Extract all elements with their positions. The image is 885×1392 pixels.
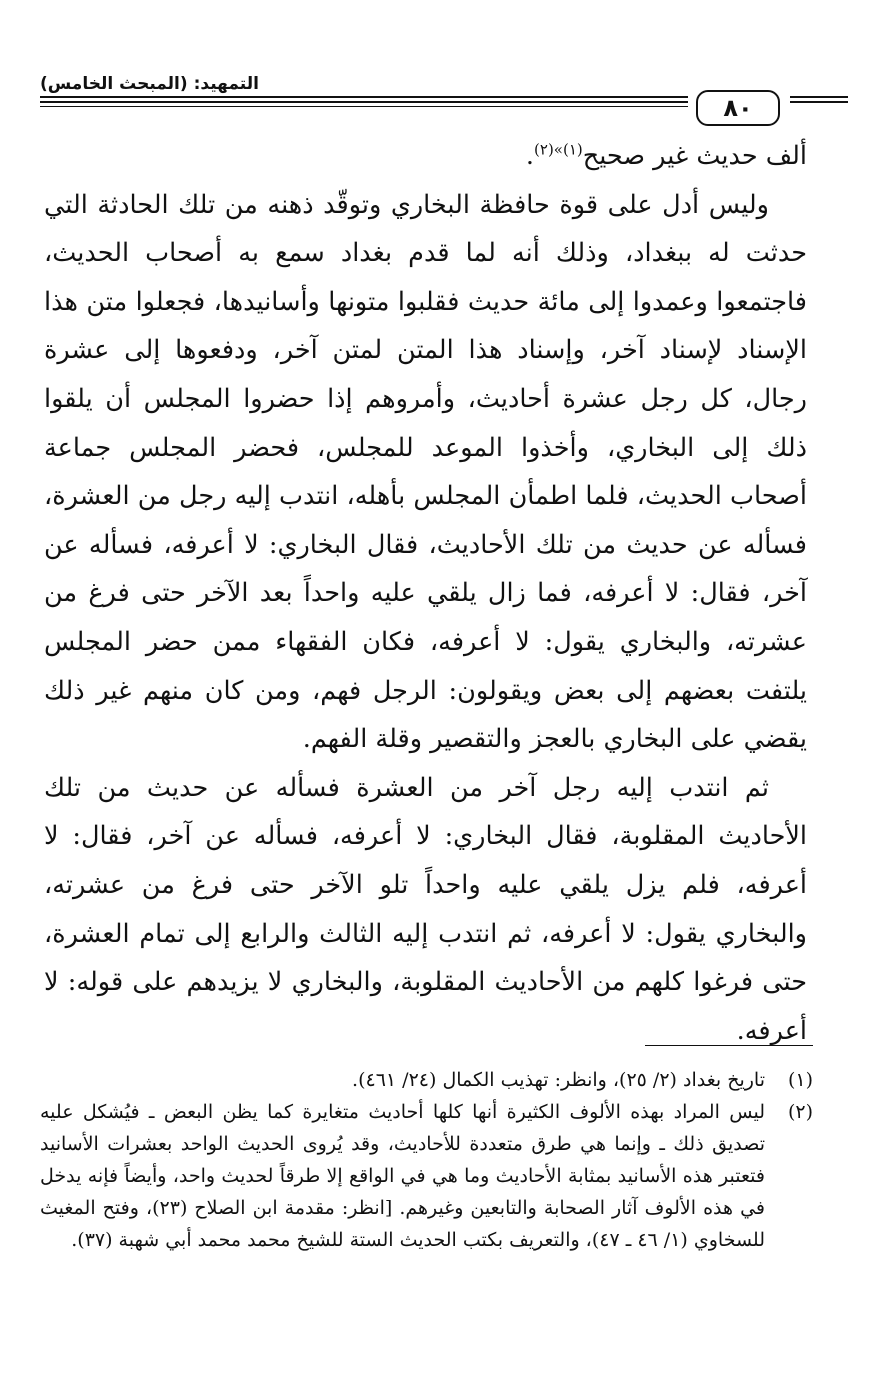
- footnote: [40, 1096, 813, 1256]
- header-rule: [40, 101, 688, 103]
- running-head: التمهيد: (المبحث الخامس): [40, 74, 259, 94]
- footnote-number: (١): [787, 1069, 813, 1091]
- footnote-ref: (١)»(٢): [534, 140, 583, 159]
- main-text: [44, 132, 807, 1055]
- header-rule: [40, 96, 688, 98]
- page-number: ٨٠: [696, 90, 780, 126]
- header-rule: [40, 106, 688, 107]
- footnote-text: ليس المراد بهذه الألوف الكثيرة أنها كلها أحاديث متغايرة كما يظن البعض ـ فيُشكل عليه تصديق ذلك ـ وإنما هي طرق متعددة للأحاديث، وقد يُروى الحديث الواحد بعشرات الأسانيد فتعتبر هذه الأسانيد بمثابة الأحاديث وما هي في الواقع إلا طرقاً لحديث واحد، وأيضاً فإنه يدخل في هذه الألوف آثار الصحابة والتابعين وغيرهم. [انظر: مقدمة ابن الصلاح (٢٣)، وفتح المغيث للسخاوي (١/ ٤٦ ـ ٤٧)، والتعريف بكتب الحديث الستة للشيخ محمد محمد أبي شهبة (٣٧).: [40, 1101, 765, 1251]
- footnote: [40, 1064, 813, 1096]
- paragraph-text: ألف حديث غير صحيح: [582, 141, 807, 171]
- footnote-text: تاريخ بغداد (٢/ ٢٥)، وانظر: تهذيب الكمال (٢٤/ ٤٦١).: [352, 1069, 765, 1091]
- paragraph: [44, 132, 807, 181]
- paragraph: وليس أدل على قوة حافظة البخاري وتوقّد ذهنه من تلك الحادثة التي حدثت له ببغداد، وذلك أنه لما قدم بغداد سمع به أصحاب الحديث، فاجتمعوا وعمدوا إلى مائة حديث فقلبوا متونها وأسانيدها، فجعلوا متن هذا الإسناد لإسناد آخر، وإسناد هذا المتن لمتن آخر، ودفعوها إلى عشرة رجال، كل رجل عشرة أحاديث، وأمروهم إذا حضروا المجلس أن يلقوا ذلك إلى البخاري، وأخذوا الموعد للمجلس، فحضر المجلس جماعة أصحاب الحديث، فلما اطمأن المجلس بأهله، انتدب إليه رجل من العشرة، فسأله عن حديث من تلك الأحاديث، فقال البخاري: لا أعرفه، فسأله عن آخر، فقال: لا أعرفه، فما زال يلقي عليه واحداً بعد الآخر حتى فرغ من عشرته، والبخاري يقول: لا أعرفه، فكان الفقهاء ممن حضر المجلس يلتفت بعضهم إلى بعض ويقولون: الرجل فهم، ومن كان منهم غير ذلك يقضي على البخاري بالعجز والتقصير وقلة الفهم.: [44, 189, 807, 755]
- page-header: [40, 70, 845, 130]
- paragraph-end: .: [525, 141, 535, 171]
- footnote-number: (٢): [787, 1101, 813, 1123]
- footnote-separator: [645, 1045, 813, 1046]
- paragraph: ثم انتدب إليه رجل آخر من العشرة فسأله عن حديث من تلك الأحاديث المقلوبة، فقال البخاري: لا أعرفه، فسأله عن آخر، فقال: لا أعرفه، فلم يزل يلقي عليه واحداً تلو الآخر حتى فرغ من عشرته، والبخاري يقول: لا أعرفه، ثم انتدب إليه الثالث والرابع إلى تمام العشرة، حتى فرغوا كلهم من الأحاديث المقلوبة، والبخاري لا يزيدهم على قوله: لا أعرفه.: [44, 772, 807, 1046]
- header-ornament: [790, 96, 848, 106]
- footnotes: [40, 1064, 813, 1256]
